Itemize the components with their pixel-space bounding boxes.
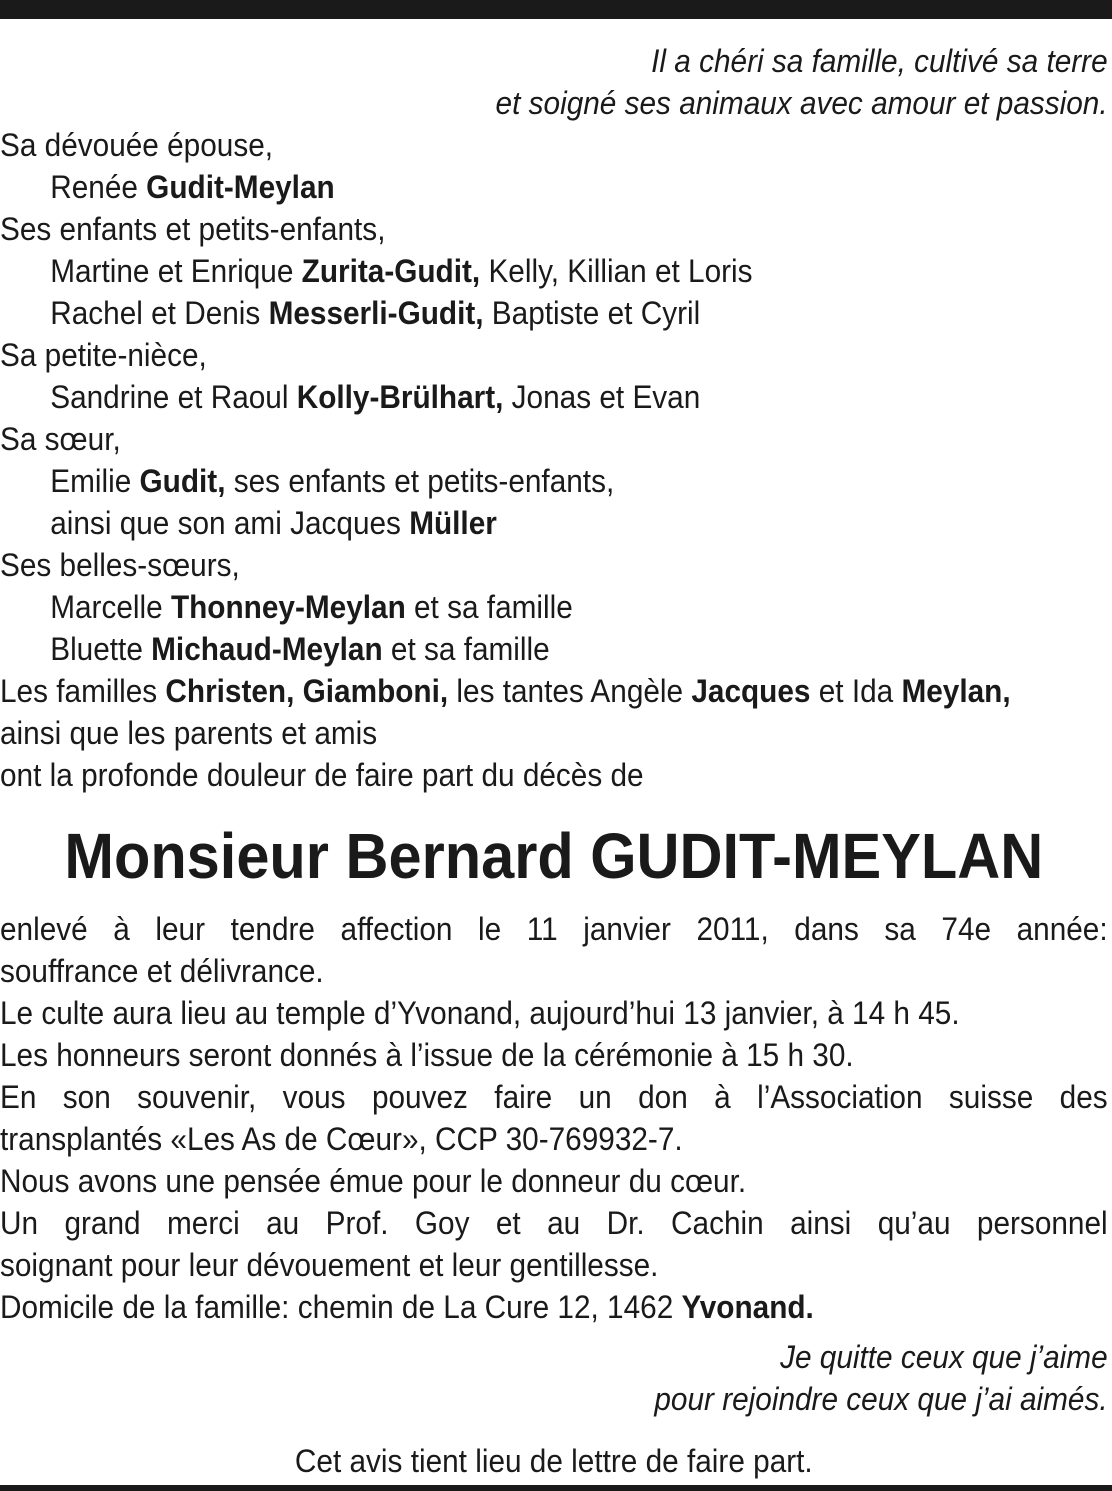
children-names: Baptiste et Cyril [491, 295, 701, 331]
merci-line: Un grand merci au Prof. Goy et au Dr. Cachin ainsi qu’au personnel [0, 1205, 1108, 1241]
niece-label: Sa petite-nièce, [0, 337, 207, 373]
deceased-surname: GUDIT-MEYLAN [590, 820, 1044, 892]
ami-entry [0, 502, 1108, 544]
donneur-line: Nous avons une pensée émue pour le donneur du cœur. [0, 1163, 747, 1199]
belle-soeur-entry [0, 586, 1108, 628]
surname: Müller [409, 505, 497, 541]
epigraph-line-1: Il a chéri sa famille, cultivé sa terre [651, 43, 1108, 79]
epouse-entry [0, 166, 1108, 208]
children-names: Kelly, Killian et Loris [488, 253, 753, 289]
closing-verse-line-1: Je quitte ceux que j’aime [780, 1339, 1108, 1375]
address: Domicile de la famille: chemin de La Cure 12, 1462 [0, 1289, 674, 1325]
closing-verse-line-2: pour rejoindre ceux que j’ai aimés. [654, 1381, 1108, 1417]
first-names: Renée [50, 169, 138, 205]
announcement-line: ont la profonde douleur de faire part du décès de [0, 757, 644, 793]
first-names: Emilie [50, 463, 132, 499]
top-rule [0, 0, 1112, 19]
first-names: Martine et Enrique [50, 253, 294, 289]
epigraph-line-2: et soigné ses animaux avec amour et passion. [495, 85, 1108, 121]
belles-soeurs-label: Ses belles-sœurs, [0, 547, 240, 583]
enfant-entry [0, 292, 1108, 334]
surname: Thonney-Meylan [170, 589, 406, 625]
rest: et sa famille [390, 631, 550, 667]
don-line: En son souvenir, vous pouvez faire un don à l’Association suisse des [0, 1079, 1108, 1115]
body-line: enlevé à leur tendre affection le 11 janvier 2011, dans sa 74e année: [0, 911, 1108, 947]
surname: Meylan, [901, 673, 1011, 709]
parents-line: ainsi que les parents et amis [0, 715, 378, 751]
text: et Ida [818, 673, 894, 709]
merci-line: soignant pour leur dévouement et leur gentillesse. [0, 1247, 659, 1283]
first-names: Sandrine et Raoul [50, 379, 289, 415]
domicile-line [0, 1286, 1108, 1328]
bottom-rule [0, 1485, 1112, 1491]
soeur-label: Sa sœur, [0, 421, 121, 457]
body-line: souffrance et délivrance. [0, 953, 324, 989]
deceased-name [0, 820, 1108, 892]
familles-entry [0, 670, 1108, 712]
children-names: ses enfants et petits-enfants, [233, 463, 615, 499]
surname: Christen, Giamboni, [165, 673, 449, 709]
obituary-notice [0, 40, 1108, 1482]
children-names: Jonas et Evan [511, 379, 701, 415]
belle-soeur-entry [0, 628, 1108, 670]
epouse-label: Sa dévouée épouse, [0, 127, 274, 163]
don-line: transplantés «Les As de Cœur», CCP 30-769932-7. [0, 1121, 683, 1157]
first-names: Marcelle [50, 589, 163, 625]
honneurs-line: Les honneurs seront donnés à l’issue de la cérémonie à 15 h 30. [0, 1037, 854, 1073]
rest: et sa famille [414, 589, 573, 625]
surname: Kolly-Brülhart, [296, 379, 504, 415]
first-names: Rachel et Denis [50, 295, 261, 331]
niece-entry [0, 376, 1108, 418]
first-names: ainsi que son ami Jacques [50, 505, 401, 541]
surname: Gudit, [139, 463, 226, 499]
deceased-title: Monsieur Bernard [64, 820, 574, 892]
surname: Messerli-Gudit, [268, 295, 484, 331]
first-names: Bluette [50, 631, 143, 667]
culte-line: Le culte aura lieu au temple d’Yvonand, aujourd’hui 13 janvier, à 14 h 45. [0, 995, 960, 1031]
notice-line: Cet avis tient lieu de lettre de faire part. [294, 1443, 813, 1479]
text: les tantes Angèle [456, 673, 684, 709]
surname: Michaud-Meylan [151, 631, 383, 667]
text: Les familles [0, 673, 158, 709]
surname: Gudit-Meylan [146, 169, 335, 205]
soeur-entry [0, 460, 1108, 502]
surname: Zurita-Gudit, [301, 253, 481, 289]
surname: Jacques [691, 673, 811, 709]
enfants-label: Ses enfants et petits-enfants, [0, 211, 386, 247]
enfant-entry [0, 250, 1108, 292]
town: Yvonand. [681, 1289, 814, 1325]
